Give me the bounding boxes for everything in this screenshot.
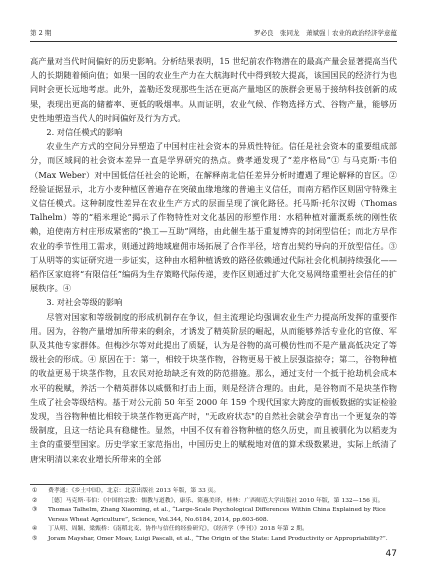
footnote bbox=[30, 497, 397, 507]
body-text bbox=[30, 54, 397, 466]
footnote-marker: ④ bbox=[32, 526, 38, 533]
paragraph-time-preference: 高产量对当代时间偏好的历史影响。分析结果表明，15 世纪前农作物潜在的最高产量会显著提高当代人的长期随着倾向值；如果一国的农业生产力在大航海时代中得到较大提高，该国国民的经济行为也同时会更长远地考虑。此外，盖勒还发现那些生活在更高产量地区的族群会更易于接纳科技创新的成果，表现出更高的储蓄率、更低的吸烟率。从而证明，农业气候、作物选择方式、谷物产量，能够历史性地塑造当代人的时间偏好及行为方式。 bbox=[30, 56, 397, 123]
paragraph-trust: 农业生产方式的空间分异塑造了中国村庄社会资本的异质性特征。信任是社会资本的重要组成部分，而区域间的社会资本差异一直是学界研究的热点。费孝通发现了“差序格局”① 与马克斯·韦伯（Max Weber）对中国低信任社会的论断，在解释南北信任差异分析时遭遇了理论解释的盲区。② 经验证据显示，北方小麦种植区普遍存在突破血缘地缘的普遍主义信任，而南方稻作区则固守特殊主义信任模式。这种制度性差异在农业生产方式的层面呈现了演化路径。托马斯·托尔汉姆（Thomas Talhelm）等的“稻米理论”揭示了作物特性对文化基因的形塑作用：水稻种植对灌溉系统的刚性依赖，迫使南方村庄形成紧密的“换工—互助”网络，由此催生基于重复博弈的封闭型信任；而北方早作农业的季节性用工需求，则通过跨地域雇佣市场拓展了合作半径，培育出契约导向的开放型信任。③ 丁从明等的实证研究进一步证实，这种由水稻种植诱致的路径依赖通过代际社会化机制持续强化——稻作区家庭将“有限信任”编码为生存策略代际传递，麦作区则通过扩大化交易网络重塑社会信任的扩展秩序。④ bbox=[30, 141, 397, 294]
footnote-marker: ① bbox=[32, 488, 38, 494]
header-rule bbox=[30, 41, 397, 42]
footnote-rule bbox=[30, 484, 140, 485]
footnote bbox=[30, 487, 397, 497]
page-number: 47 bbox=[385, 549, 397, 559]
footnote-marker: ② bbox=[32, 497, 38, 504]
section-heading-hierarchy: 3. 对社会等级的影响 bbox=[46, 297, 123, 308]
footnotes bbox=[30, 487, 397, 545]
page-header bbox=[30, 26, 397, 40]
footnote-text: 费孝通：《乡土中国》，北京：北京出版社 2013 年版，第 33 页。 bbox=[48, 488, 220, 494]
footnote-text: Joram Mayshar, Omer Moav, Luigi Pascali, et al., “The Origin of the State: Land Productivity or Appropriability?”. bbox=[48, 535, 388, 542]
footnote-marker: ⑤ bbox=[32, 535, 38, 542]
footnote bbox=[30, 506, 397, 525]
issue-label: 第 2 期 bbox=[30, 29, 52, 37]
footnote-text: ［德］马克斯·韦伯：《中国的宗教：儒教与道教》，康乐、简惠美译，桂林：广西师范大学出版社 2010 年版，第 132—156 页。 bbox=[48, 497, 384, 504]
footnote-marker: ③ bbox=[32, 507, 38, 514]
paragraph-hierarchy: 尽管对国家和等级制度的形成机制存在争议，但主流理论均强调农业生产力提高所发挥的重要作用。因为，谷物产量增加所带来的剩余，才诱发了精英阶层的崛起，从而能够养活专业化的官僚、军队及其他专家群体。但梅沙尔等对此提出了质疑，认为是谷物的高可模仿性而不是产量高低决定了等级社会的形成。④ 原因在于：第一，相较于块茎作物，谷物更易于被上层强盗掠夺；第二，谷物种植的收益更易于块茎作物，且农民对抢劫缺乏有效的防范措施。那么，通过支付一个抵于抢劫机会成本水平的税赋，养活一个精英群体以威慑和打击上面，则是经济合理的。由此，是谷物而不是块茎作物生成了社会等级结构。基于对公元前 50 年至 2000 年 159 个现代国家大跨度的面板数据的实证检验发现，当谷物种植比相较于块茎作物更高产时，"无政府状态"的自然社会就会孕育出一个更复杂的等级制度，且这一结论具有稳健性。显然，中国不仅有着谷物种植的悠久历史，而且被驯化为以稻麦为主食的重要型国家。历史学家王家范指出，中国历史上的赋税地对值的算术级数累进，实际上纸清了唐宋明清以来农业增长所带来的全部 bbox=[30, 311, 397, 464]
section-heading-trust: 2. 对信任模式的影响 bbox=[46, 127, 123, 138]
footnote-text: 丁从明、周颖、梁甄桥：《南稻北麦、协作与信任的经验研究》，《经济学（季刊）》2018 年第 2 期。 bbox=[48, 526, 308, 533]
running-title: 罗必良 张同龙 萧斌强｜农业的政治经济学意蕴 bbox=[254, 29, 397, 37]
footnote-text: Thomas Talhelm, Zhang Xiaoming, et al., “Large-Scale Psychological Differences Within China Explained by Rice Versus Wheat Agriculture”, Science, Vol.344, No.6184, 2014, pp.603-608. bbox=[48, 507, 386, 523]
footnote bbox=[30, 525, 397, 535]
footnote bbox=[30, 535, 397, 545]
